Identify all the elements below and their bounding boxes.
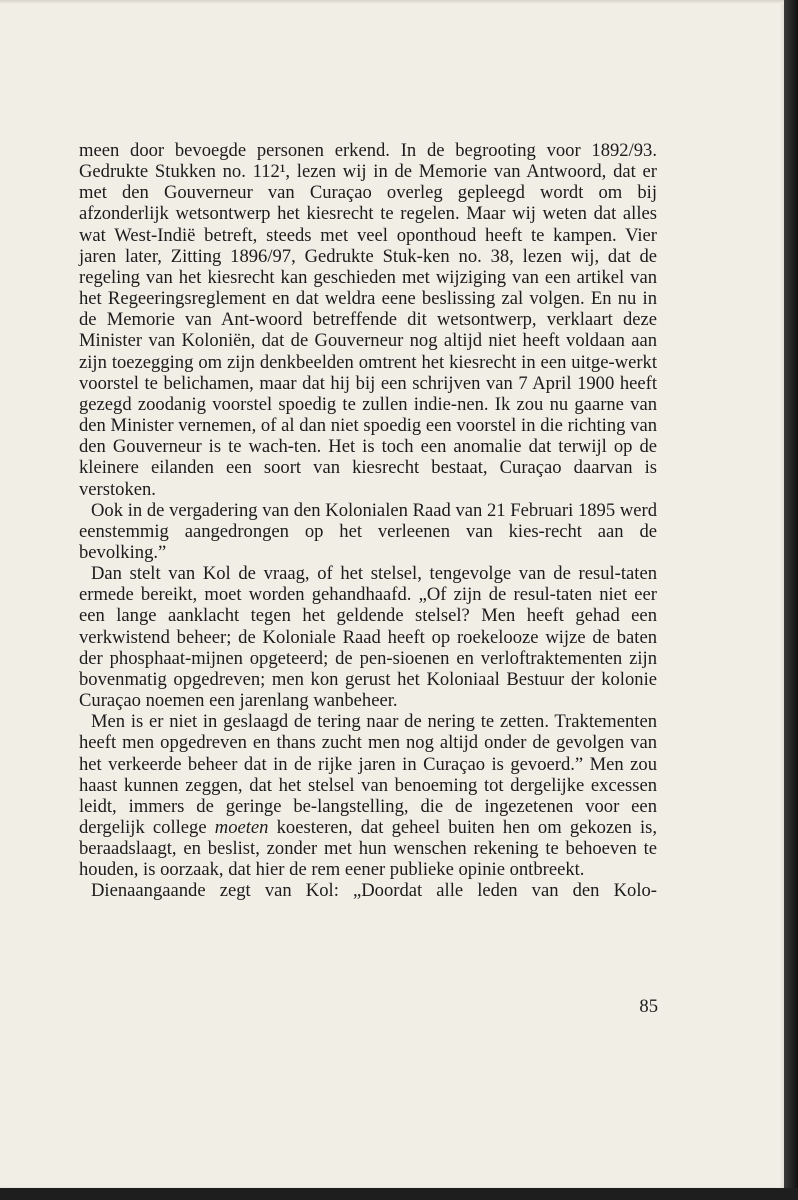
paragraph-4-italic: moeten [214,817,269,838]
body-text [79,140,657,902]
paragraph-4-text-a: Men is er niet in geslaagd de tering naar de nering te zetten. Traktementen heeft men opgedreven en thans zucht men nog altijd onder de gevolgen van het verkeerde beheer dat in de rijke jaren in Curaçao is gevoerd.” Men zou haast kunnen zeggen, dat het stelsel van benoeming tot dergelijke excessen leidt, immers de geringe be‑langstelling, die de ingezetenen voor een dergelijk college [79,711,657,838]
paragraph-4-text-b: koesteren, dat geheel buiten hen om gekozen is, beraadslaagt, en beslist, zonder met hun wenschen rekening te behoeven te houden, is oorzaak, dat hier de rem eener publieke opinie ontbreekt. [79,817,657,881]
paragraph-1: meen door bevoegde personen erkend. In de begrooting voor 1892/93. Gedrukte Stukken no. 112¹, lezen wij in de Memorie van Antwoord, dat er met den Gouverneur van Curaçao overleg gepleegd wordt om bij afzonderlijk wetsontwerp het kiesrecht te regelen. Maar wij weten dat alles wat West‑Indië betreft, steeds met veel oponthoud heeft te kampen. Vier jaren later, Zitting 1896/97, Gedrukte Stuk‑ken no. 38, lezen wij, dat de regeling van het kiesrecht kan geschieden met wijziging van een artikel van het Regeeringsreglement en dat weldra eene beslissing zal volgen. En nu in de Memorie van Ant‑woord betreffende dit wetsontwerp, verklaart deze Minister van Koloniën, dat de Gouverneur nog altijd niet heeft voldaan aan zijn toezegging om zijn denkbeelden omtrent het kiesrecht in een uitge‑werkt voorstel te belichamen, maar dat hij bij een schrijven van 7 April 1900 heeft gezegd zoodanig voorstel spoedig te zullen indie‑nen. Ik zou nu gaarne van den Minister vernemen, of al dan niet spoedig een voorstel in die richting van den Gouverneur is te wach‑ten. Het is toch een anomalie dat terwijl op de kleinere eilanden een soort van kiesrecht bestaat, Curaçao daarvan is verstoken. [79,140,657,500]
scan-bottom-edge [0,1188,798,1200]
page-top-shadow [0,0,784,4]
page-number: 85 [639,996,658,1017]
paragraph-4 [79,711,657,880]
scan-right-edge [784,0,798,1200]
paragraph-5: Dienaangaande zegt van Kol: „Doordat alle leden van den Kolo‑ [91,880,657,902]
paragraph-2: Ook in de vergadering van den Kolonialen Raad van 21 Februari 1895 werd eenstemmig aangedrongen op het verleenen van kies‑recht aan de bevolking.” [79,499,657,563]
paragraph-3: Dan stelt van Kol de vraag, of het stelsel, tengevolge van de resul‑taten ermede bereikt, moet worden gehandhaafd. „Of zijn de resul‑taten niet eer een lange aanklacht tegen het geldende stelsel? Men heeft gehad een verkwistend beheer; de Koloniale Raad heeft op roekelooze wijze de baten der phosphaat‑mijnen opgeteerd; de pen‑sioenen en verloftraktementen zijn bovenmatig opgedreven; men kon gerust het Koloniaal Bestuur der kolonie Curaçao noemen een jarenlang wanbeheer. [79,563,657,712]
